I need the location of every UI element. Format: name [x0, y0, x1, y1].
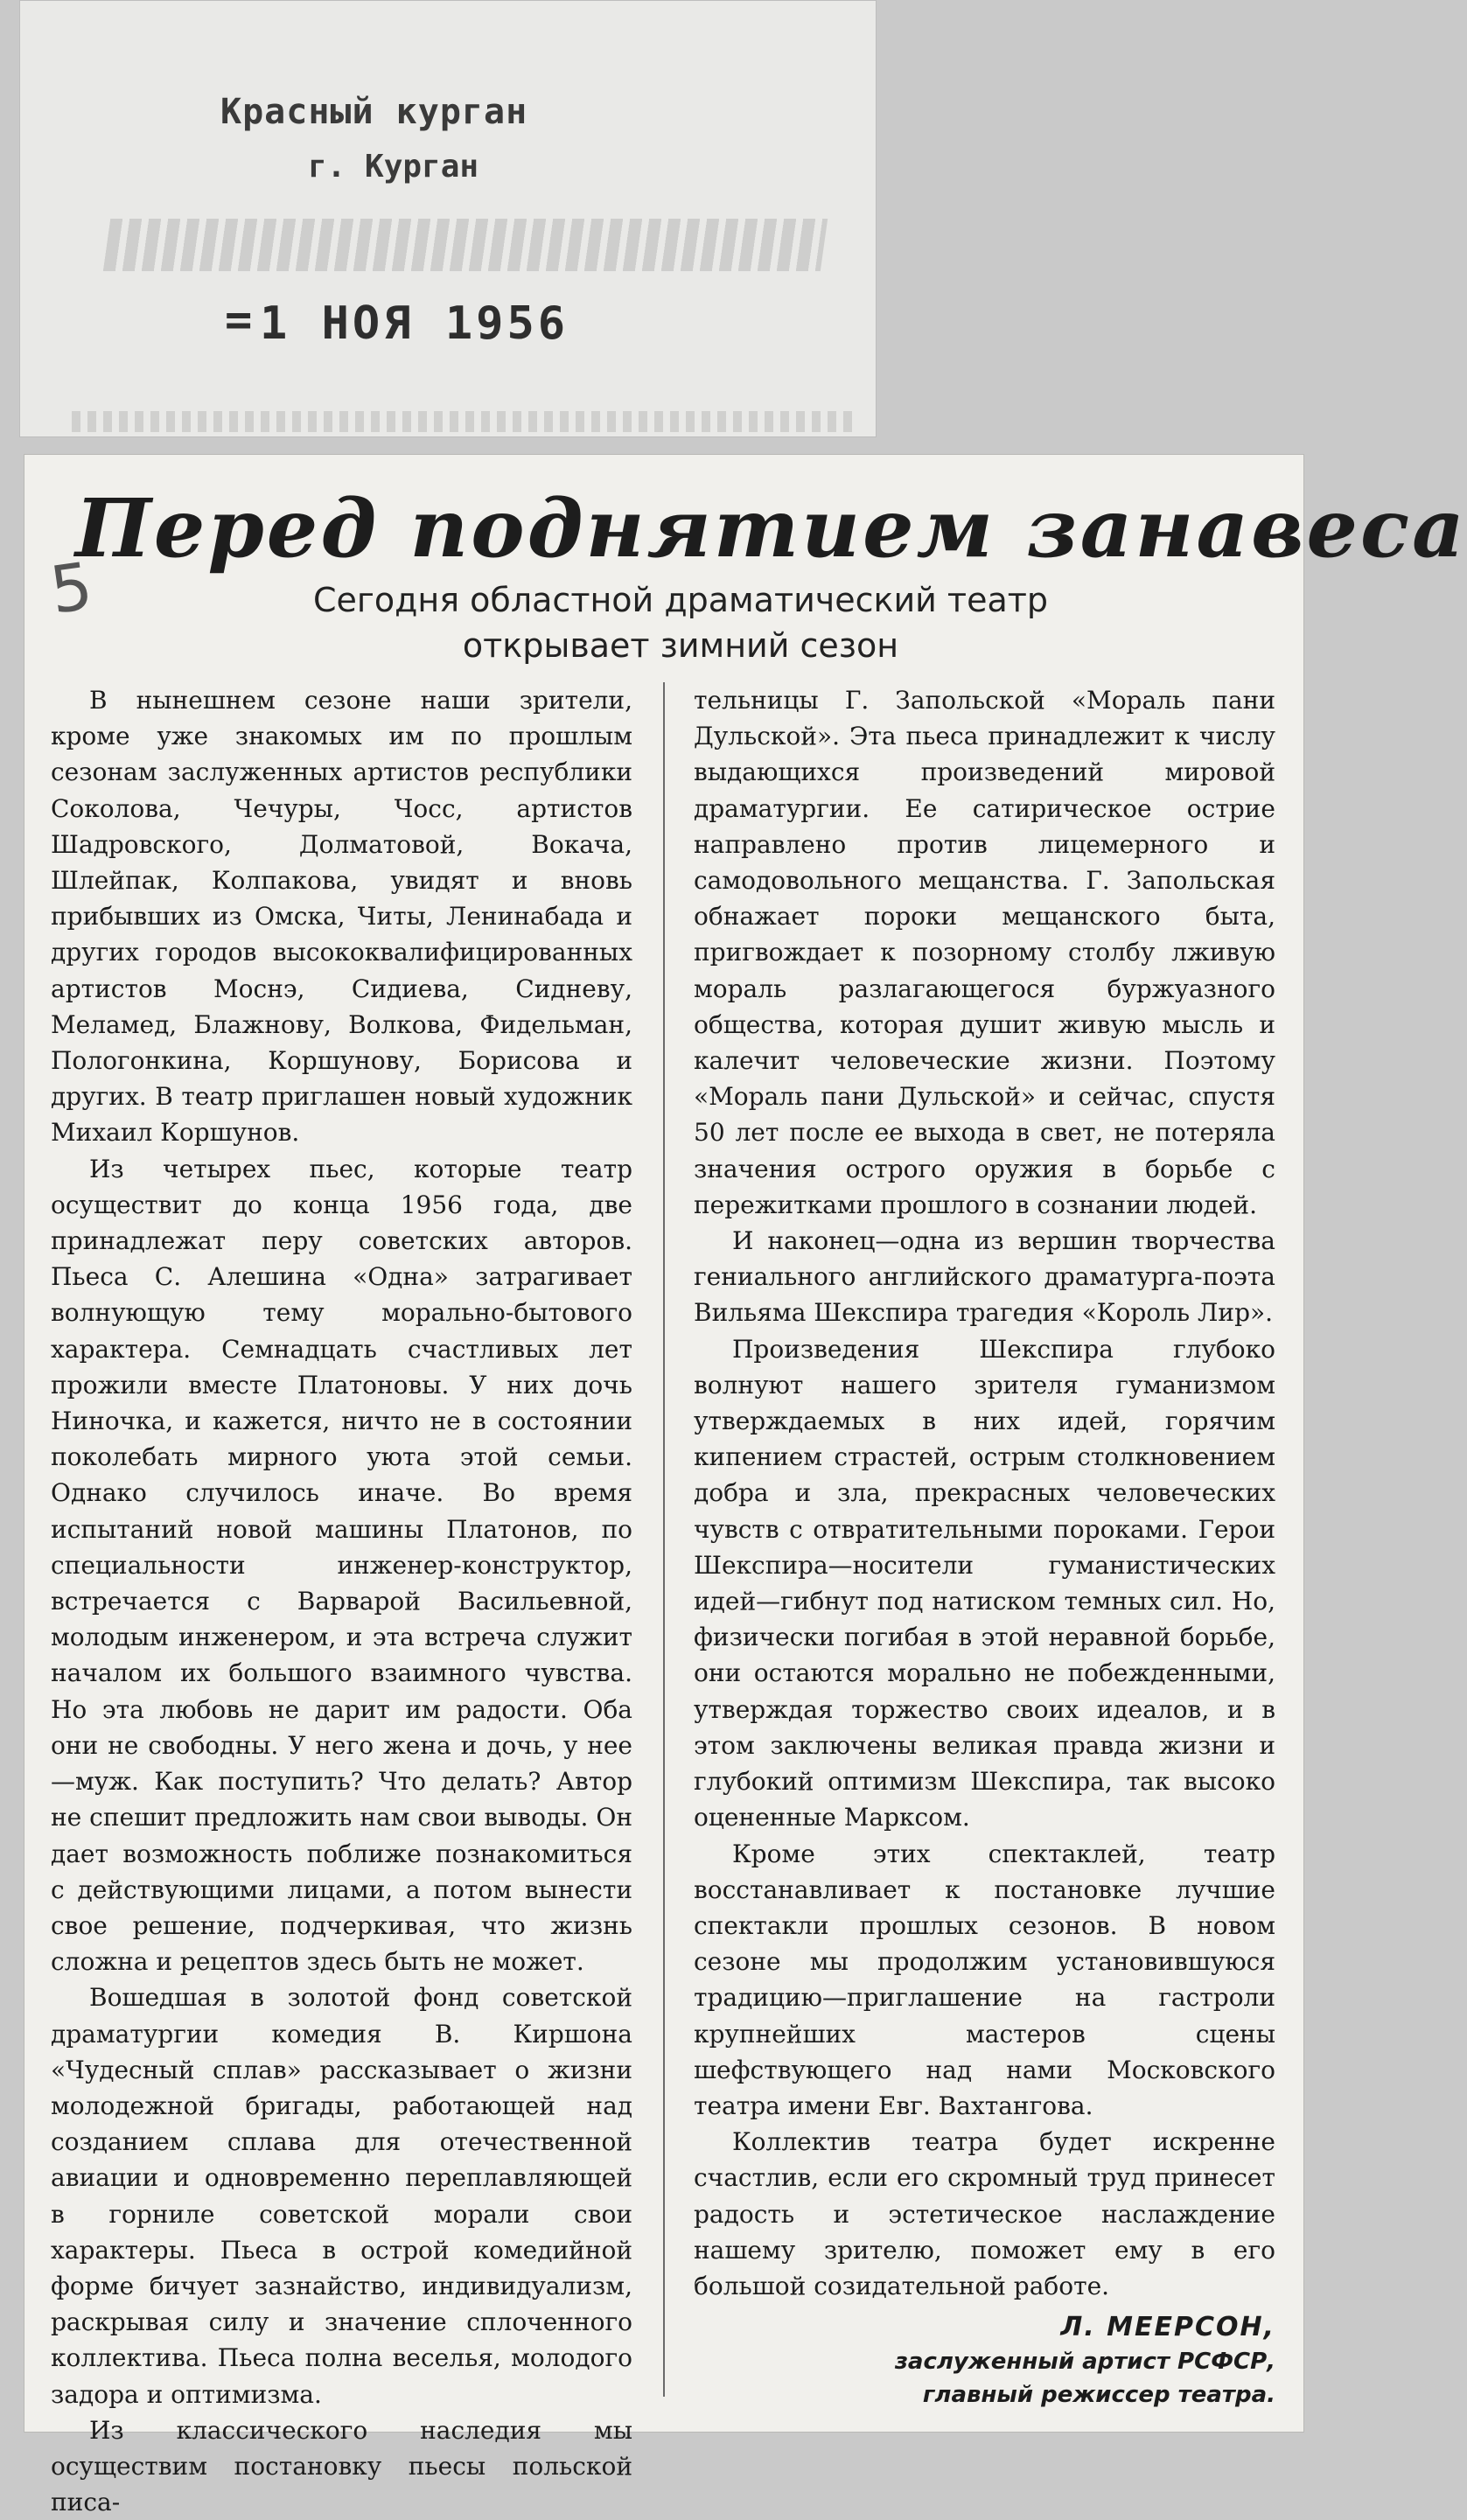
author-name: Л. МЕЕРСОН, — [1060, 2312, 1275, 2343]
ghost-print-bottom — [72, 411, 859, 432]
subheadline-line-1: Сегодня областной драматический театр — [312, 581, 1048, 619]
paragraph: Из классического наследия мы осуществим постановку пьесы польской писа- — [51, 2415, 632, 2517]
column-left — [51, 682, 632, 2517]
article-body — [51, 682, 1275, 2517]
paragraph: И наконец—одна из вершин творчества гениального английского драматурга-поэта Вильяма Шекспира трагедия «Король Лир». — [694, 1226, 1275, 1328]
stamp-date-text: 1 НОЯ 1956 — [260, 297, 569, 350]
handwritten-margin-mark: 5 — [45, 548, 97, 629]
stamp-dash-marks: = — [225, 294, 256, 346]
article-headline: Перед поднятием занавеса — [75, 481, 1467, 576]
paragraph: Вошедшая в золотой фонд советской драматургии комедия В. Киршона «Чудесный сплав» рассказывает о жизни молодежной бригады, работающей над созданием сплава для отечественной авиации и одновременно переплавляющей в горниле советской морали свои характеры. Пьеса в острой комедийной форме бичует зазнайство, индивидуализм, раскрывая силу и значение сплоченного коллектива. Пьеса полна веселья, молодого задора и оптимизма. — [51, 1983, 632, 2409]
column-right — [694, 682, 1275, 2423]
newspaper-clipping — [24, 455, 1467, 2517]
stamp-city: г. Курган — [308, 149, 479, 185]
subheadline-line-2: открывает зимний сезон — [462, 626, 899, 665]
paragraph-continued: тельницы Г. Запольской «Мораль пани Дульской». Эта пьеса принадлежит к числу выдающихся произведений мировой драматургии. Ее сатирическое острие направлено против лицемерного и самодовольного мещанства. Г. Запольская обнажает пороки мещанского быта, пригвождает к позорному столбу лживую мораль разлагающегося буржуазного общества, которая душит живую мысль и калечит человеческие жизни. Поэтому «Мораль пани Дульской» и сейчас, спустя 50 лет после ее выхода в свет, не потеряла значения острого оружия в борьбе с пережитками прошлого в сознании людей. — [694, 686, 1275, 1219]
stamp-newspaper-name: Красный курган — [220, 92, 528, 132]
paragraph: Кроме этих спектаклей, театр восстанавливает к постановке лучшие спектакли прошлых сезонов. В новом сезоне мы продолжим установившуюся традицию—приглашение на гастроли крупнейших мастеров сцены шефствующего над нами Московского театра имени Евг. Вахтангова. — [694, 1839, 1275, 2120]
author-signature — [694, 2309, 1275, 2412]
article-subheadline — [164, 577, 1197, 668]
archive-label-slip — [19, 0, 877, 437]
ghost-print — [103, 219, 828, 271]
paragraph: Коллектив театра будет искренне счастлив, если его скромный труд принесет радость и эстетическое наслаждение нашему зрителю, поможет ему в его большой созидательной работе. — [694, 2127, 1275, 2300]
author-title-2: главный режиссер театра. — [922, 2382, 1275, 2409]
paragraph: В нынешнем сезоне наши зрители, кроме уже знакомых им по прошлым сезонам заслуженных артистов республики Соколова, Чечуры, Чосс, артистов Шадровского, Долматовой, Вокача, Шлейпак, Колпакова, увидят и вновь прибывших из Омска, Читы, Ленинабада и других городов высококвалифицированных артистов Моснэ, Сидиева, Сидневу, Меламед, Блажнову, Волкова, Фидельман, Пологонкина, Коршунову, Борисова и других. В театр приглашен новый художник Михаил Коршунов. — [51, 686, 632, 1148]
paragraph: Из четырех пьес, которые театр осуществит до конца 1956 года, две принадлежат перу советских авторов. Пьеса С. Алешина «Одна» затрагивает волнующую тему морально-бытового характера. Семнадцать счастливых лет прожили вместе Платоновы. У них дочь Ниночка, и кажется, ничто не в состоянии поколебать мирного уюта этой семьи. Однако случилось иначе. Во время испытаний новой машины Платонов, по специальности инженер-конструктор, встречается с Варварой Васильевной, молодым инженером, и эта встреча служит началом их большого взаимного чувства. Но эта любовь не дарит им радости. Оба они не свободны. У него жена и дочь, у нее—муж. Как поступить? Что делать? Автор не спешит предложить нам свои выводы. Он дает возможность поближе познакомиться с действующими лицами, а потом вынести свое решение, подчеркивая, что жизнь сложна и рецептов здесь быть не может. — [51, 1154, 632, 1977]
stamp-date — [225, 294, 569, 350]
column-divider — [663, 682, 665, 2397]
paragraph: Произведения Шекспира глубоко волнуют нашего зрителя гуманизмом утверждаемых в них идей, горячим кипением страстей, острым столкновением добра и зла, прекрасных человеческих чувств с отвратительными пороками. Герои Шекспира—носители гуманистических идей—гибнут под натиском темных сил. Но, физически погибая в этой неравной борьбе, они остаются морально не побежденными, утверждая торжество своих идеалов, и в этом заключены великая правда жизни и глубокий оптимизм Шекспира, так высоко оцененные Марксом. — [694, 1334, 1275, 1832]
author-title-1: заслуженный артист РСФСР, — [894, 2349, 1275, 2376]
